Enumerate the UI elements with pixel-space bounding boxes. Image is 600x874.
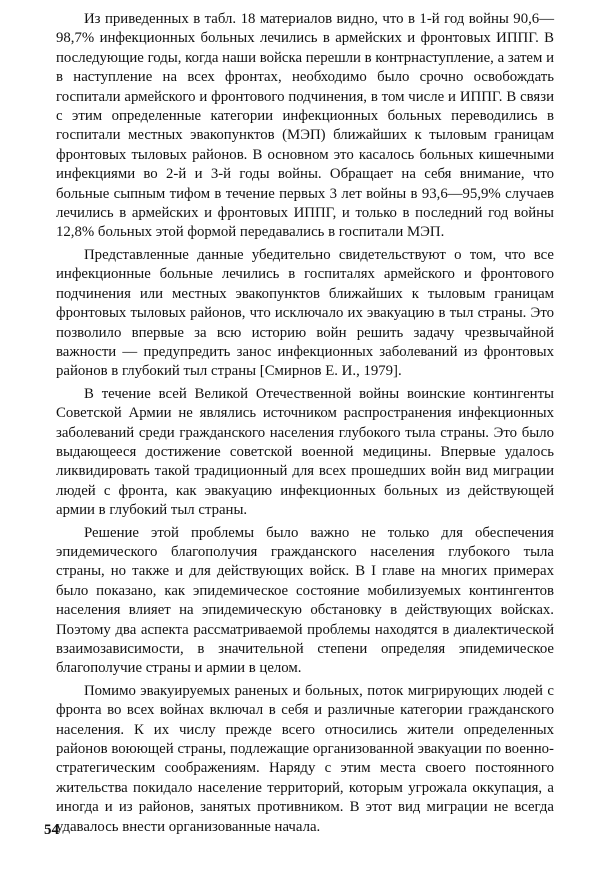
paragraph-1: Из приведенных в табл. 18 материалов видно, что в 1-й год войны 90,6—98,7% инфекционных больных лечились в армейских и фронтовых ИППГ. В последующие годы, когда наши войска перешли в контрнаступление, а затем и в наступление на всех фронтах, необходимо было срочно освобождать госпитали армейского и фронтового подчинения, в том числе и ИППГ. В связи с этим определенные категории инфекционных больных переводились в госпитали местных эвакопунктов (МЭП) ближайших к тыловым границам фронтовых тыловых районов. В основном это касалось больных кишечными инфекциями во 2-й и 3-й годы войны. Обращает на себя внимание, что больные сыпным тифом в течение первых 3 лет войны в 93,6—95,9% случаев лечились в армейских и фронтовых ИППГ, и только в последний год войны 12,8% больных этой формой передавались в госпитали МЭП. xyxy=(56,11,554,241)
page-number: 54 xyxy=(44,822,59,838)
paragraph-2: Представленные данные убедительно свидетельствуют о том, что все инфекционные больные лечились в госпиталях армейского и фронтового подчинения или местных эвакопунктов ближайших к тыловым границам фронтовых тыловых районов, что исключало их эвакуацию в тыл страны. Это позволило впервые за всю историю войн решить задачу чрезвычайной важности — предупредить занос инфекционных заболеваний из фронтовых районов в глубокий тыл страны [Смирнов Е. И., 1979]. xyxy=(56,246,554,380)
paragraph-3: В течение всей Великой Отечественной войны воинские контингенты Советской Армии не являлись источником распространения инфекционных заболеваний среди гражданского населения глубокого тыла страны. Это было выдающееся достижение советской военной медицины. Впервые удалось ликвидировать такой традиционный для всех прошедших войн вид миграции людей с фронта, как эвакуацию инфекционных больных из действующей армии в глубокий тыл страны. xyxy=(56,385,554,519)
paragraph-5: Помимо эвакуируемых раненых и больных, поток мигрирующих людей с фронта во всех войнах включал в себя и различные категории гражданского населения. К их числу прежде всего относились жители определенных районов воюющей страны, подлежащие организованной эвакуации по военно-стратегическим соображениям. Наряду с этим места своего постоянного жительства покидало население территорий, которым угрожала оккупация, а иногда и из районов, занятых противником. В этот вид миграции не всегда удавалось внести организованные начала. xyxy=(56,682,554,835)
paragraph-4: Решение этой проблемы было важно не только для обеспечения эпидемического благополучия гражданского населения глубокого тыла страны, но также и для действующих войск. В I главе на многих примерах было показано, как эпидемическое состояние мобилизуемых контингентов населения влияет на эпидемическую обстановку в действующих войсках. Поэтому два аспекта рассматриваемой проблемы находятся в диалектической взаимозависимости, в значительной степени определяя эпидемическое благополучие страны и армии в целом. xyxy=(56,524,554,677)
page-body xyxy=(56,10,554,840)
